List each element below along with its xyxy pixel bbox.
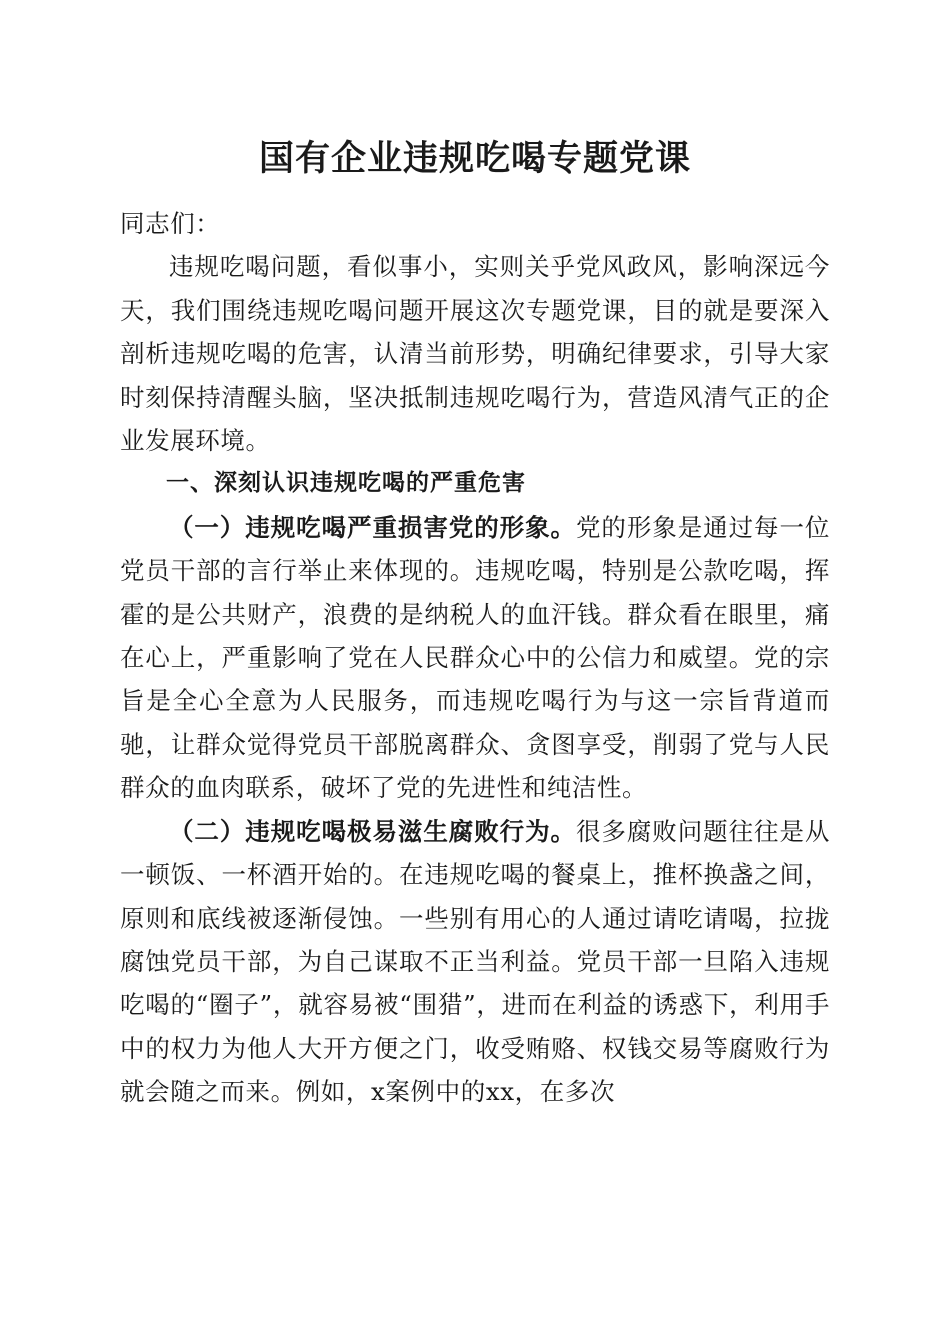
paragraph-1 <box>120 506 830 810</box>
paragraph-2 <box>120 810 830 1114</box>
intro-paragraph: 违规吃喝问题，看似事小，实则关乎党风政风，影响深远今天，我们围绕违规吃喝问题开展这次专题党课，目的就是要深入剖析违规吃喝的危害，认清当前形势，明确纪律要求，引导大家时刻保持清醒头脑，坚决抵制违规吃喝行为，营造风清气正的企业发展环境。 <box>120 252 830 456</box>
salutation: 同志们： <box>120 209 221 238</box>
section-heading: 一、深刻认识违规吃喝的严重危害 <box>166 470 526 497</box>
paragraph-2-lead: （二）违规吃喝极易滋生腐败行为。 <box>169 816 576 846</box>
paragraph-2-body: 很多腐败问题往往是从一顿饭、一杯酒开始的。在违规吃喝的餐桌上，推杯换盏之间，原则和底线被逐渐侵蚀。一些别有用心的人通过请吃请喝，拉拢腐蚀党员干部，为自己谋取不正当利益。党员干部一旦陷入违规吃喝的“圈子”，就容易被“围猎”，进而在利益的诱惑下，利用手中的权力为他人大开方便之门，收受贿赂、权钱交易等腐败行为就会随之而来。例如，x案例中的xx，在多次 <box>120 816 830 1107</box>
paragraph-1-body: 党的形象是通过每一位党员干部的言行举止来体现的。违规吃喝，特别是公款吃喝，挥霍的是公共财产，浪费的是纳税人的血汗钱。群众看在眼里，痛在心上，严重影响了党在人民群众心中的公信力和威望。党的宗旨是全心全意为人民服务，而违规吃喝行为与这一宗旨背道而驰，让群众觉得党员干部脱离群众、贪图享受，削弱了党与人民群众的血肉联系，破坏了党的先进性和纯洁性。 <box>120 512 830 803</box>
paragraph-1-lead: （一）违规吃喝严重损害党的形象。 <box>169 512 576 542</box>
document-title: 国有企业违规吃喝专题党课 <box>258 139 691 179</box>
document-body <box>120 202 830 1114</box>
